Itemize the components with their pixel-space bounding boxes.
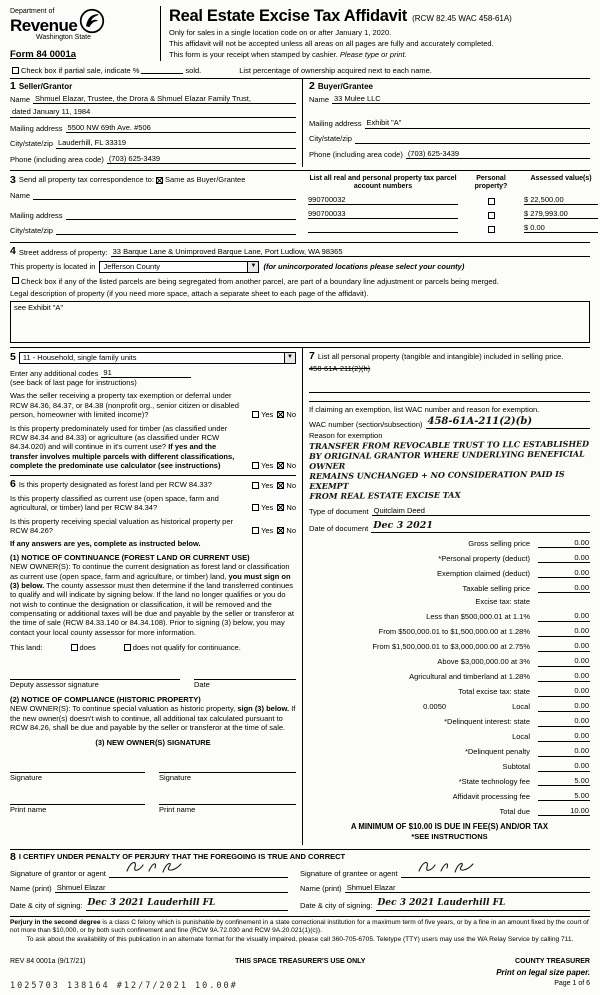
buyer-name-label: Name [309,95,330,104]
land-use-code-value: 11 - Household, single family units [22,352,137,362]
reason-for-exemption-label: Reason for exemption [309,431,383,441]
no-checkbox[interactable] [277,462,284,469]
county-dropdown[interactable] [99,261,259,273]
partial-sale-suffix: sold. [185,65,202,75]
tax-line-label: Local [512,732,530,742]
seller-name-field-line2[interactable]: dated January 11, 1984 [10,107,296,117]
correspondence-name-label: Name [10,191,31,200]
section-1-number: 1 [10,80,16,92]
wac-number-field[interactable]: 458-61A-211(2)(b) [426,416,590,430]
tax-line-value[interactable]: 0.00 [538,641,590,651]
seller-grantor-block [10,79,302,167]
seller-phone-field[interactable]: (703) 625-3439 [107,154,296,164]
revenue-logo [79,8,105,34]
signature-label: Signature [159,772,192,782]
new-owner-print-name-field[interactable] [10,794,145,805]
see-instructions-note: *SEE INSTRUCTIONS [411,832,488,842]
correspondence-csz-field[interactable] [56,225,296,235]
personal-property-blank-line[interactable] [309,382,590,393]
grantee-name-print-label: Name (print) [300,884,342,894]
tax-exemption-question: Was the seller receiving a property tax exemption or deferral under RCW 84.36, 84.37, or 84.38 (nonprofit org., senior citizen or disabled person, homeowner with limited income)? [10,391,239,420]
forest-land-question: Is this property designated as forest land per RCW 84.33? [18,480,212,490]
tax-line-value[interactable]: 0.00 [538,716,590,726]
parcel-number-field[interactable]: 990700032 [308,194,458,205]
personal-property-checkbox[interactable] [488,198,495,205]
correspondence-block [10,173,302,239]
document-type-label: Type of document [309,506,369,516]
tax-line-value[interactable]: 10.00 [538,806,590,816]
this-land-label: This land: [10,643,43,653]
grantor-signature-mark [123,859,187,875]
perjury-statement: Perjury in the second degree is a class C felony which is punishable by confinement in a state correctional institution for a maximum term of five years, or by a fine in an amount fixed by the court of not more than $10,000, or by both such confinement and fine (RCW 9A.72.030 and RCW 9A.20.021(1)(c)). [10,918,589,934]
assessed-value-field[interactable]: $ 0.00 [524,222,598,233]
tax-line-label: Total excise tax: state [458,687,530,697]
section-8 [10,849,590,911]
section-4 [10,242,590,342]
grantor-date-city-field[interactable]: Dec 3 2021 Lauderhill FL [86,898,288,910]
parcel-number-field[interactable] [308,222,458,233]
tax-line-label: Taxable selling price [462,583,530,593]
yes-checkbox[interactable] [252,482,259,489]
chevron-down-icon: ▼ [247,262,258,272]
tax-line-value[interactable]: 0.00 [538,553,590,563]
tax-line-label: *Delinquent interest: state [444,717,530,727]
print-name-label: Print name [10,805,47,815]
does-checkbox[interactable] [71,644,78,651]
tax-line-value[interactable]: 0.00 [538,761,590,771]
exemption-note: If claiming an exemption, list WAC number and reason for exemption. [309,404,540,414]
section-7-number: 7 [309,349,315,362]
tax-line-label: Subtotal [502,762,530,772]
chevron-down-icon: ▼ [284,353,295,363]
deputy-assessor-date-label: Date [194,679,210,689]
tax-line-value[interactable]: 0.00 [538,701,590,711]
form-title-reference: (RCW 82.45 WAC 458-61A) [412,14,512,23]
parcel-table [302,173,598,239]
buyer-grantee-block [302,79,590,167]
document-date-label: Date of document [309,523,369,533]
notice-continuance-title: (1) NOTICE OF CONTINUANCE (FOREST LAND OR CURRENT USE) [10,552,250,562]
no-checkbox[interactable] [277,482,284,489]
predominate-use-answer: Yes No [250,461,296,470]
section-2-number: 2 [309,80,315,92]
correspondence-name-field[interactable] [33,190,296,200]
tax-line-label: *Personal property (deduct) [438,553,530,563]
print-legal-note: Print on legal size paper. [496,968,590,978]
section-5-number: 5 [10,351,16,364]
tax-line-label: Local [512,702,530,712]
grantee-date-city-field[interactable]: Dec 3 2021 Lauderhill FL [376,898,590,910]
county-selected-value: Jefferson County [103,262,161,272]
deputy-assessor-date-field[interactable] [194,669,296,680]
located-in-label: This property is located in [10,262,96,272]
agency-state: Washington State [36,34,91,41]
seller-name-field[interactable]: Shmuel Elazar, Trustee, the Drora & Shmuel Elazar Family Trust, [33,94,296,104]
same-as-buyer-label: Same as Buyer/Grantee [164,175,246,185]
deputy-assessor-signature-field[interactable] [10,669,180,680]
buyer-csz-label: City/state/zip [309,134,352,144]
legal-description-label: Legal description of property (if you need more space, attach a separate sheet to each page of the affidavit). [10,289,369,299]
tax-line-label: From $500,000.01 to $1,500,000.00 at 1.28% [378,627,530,637]
additional-codes-field[interactable]: 91 [101,368,191,378]
document-date-field[interactable]: Dec 3 2021 [371,520,590,533]
section-5-6-7 [10,347,590,845]
seller-phone-label: Phone (including area code) [10,154,104,164]
excise-tax-state-subhead: Excise tax: state [475,597,530,607]
street-address-field[interactable]: 33 Barque Lane & Unimproved Barque Lane, Port Ludlow, WA 98365 [111,247,590,257]
section-6 [10,475,296,814]
tax-line-value[interactable]: 0.00 [538,671,590,681]
legal-description-field[interactable]: see Exhibit "A" [10,301,590,343]
tax-line-label: Gross selling price [468,538,530,548]
land-use-code-dropdown[interactable] [19,352,296,364]
page-footer-right [496,968,590,989]
section-7-column [302,348,590,845]
tax-line-label: Agricultural and timberland at 1.28% [409,672,530,682]
if-yes-instruction: If any answers are yes, complete as instructed below. [10,539,201,549]
historic-property-answer: Yes No [250,526,296,535]
correspondence-mailing-field[interactable] [66,210,296,220]
grantee-name-print-field[interactable]: Shmuel Elazar [345,883,590,893]
grantor-signature-field[interactable] [109,868,288,878]
grantor-name-print-label: Name (print) [10,884,52,894]
page-number: Page 1 of 6 [554,980,590,988]
tax-exemption-answer: Yes No [250,410,296,419]
historic-property-question: Is this property receiving special valuation as historical property per RCW 84.26? [10,516,234,535]
does-not-label: does not qualify for continuance. [132,643,241,653]
print-name-label: Print name [159,805,196,815]
tax-line-value[interactable]: 5.00 [538,791,590,801]
tax-line-value[interactable]: 0.00 [538,686,590,696]
buyer-phone-label: Phone (including area code) [309,149,403,159]
signature-label: Signature [10,772,43,782]
new-owner-signature-field[interactable] [10,762,145,773]
parcel-col-header: List all real and personal property tax parcel account numbers [309,174,457,190]
new-owner-print-name-field[interactable] [159,794,296,805]
section-3 [10,170,590,239]
tax-line-label: *State technology fee [458,777,530,787]
no-checkbox[interactable] [277,527,284,534]
alternate-format-note: To ask about the availability of this publication in an alternate format for the visually impaired, please call 360-705-6705. Teletype (TTY) users may use the WA Relay Service by calling 711. [26,936,574,944]
partial-sale-percent-field[interactable] [141,66,183,74]
yes-checkbox[interactable] [252,527,259,534]
does-not-checkbox[interactable] [124,644,131,651]
assessed-value-field[interactable]: $ 22,500.00 [524,194,598,205]
notice-continuance-text: NEW OWNER(S): To continue the current designation as forest land or classification as current use (open space, farm and agriculture, or timber) land, you must sign on (3) below. The county assessor must then determine if the land transferred continues to qualify and will indicate by signing below. If the land no longer qualifies or you do not wish to continue the designation or classification, it will be removed and the compensating or additional taxes will be due and payable by the seller or transferor at the time of sale (RCW 84.33.140 or 84.34.108). Prior to signing (3) below, you may contact your local county assessor for more information. [10,562,294,637]
seller-csz-label: City/state/zip [10,139,53,149]
new-owner-signature-field[interactable] [159,762,296,773]
header-note-2: This affidavit will not be accepted unless all areas on all pages are fully and accurately completed. [169,39,494,48]
section-8-number: 8 [10,850,16,863]
partial-sale-checkbox[interactable] [12,67,19,74]
same-as-buyer-checkbox[interactable] [156,177,163,184]
tax-line-value[interactable]: 0.00 [538,538,590,548]
buyer-mailing-label: Mailing address [309,119,362,129]
new-owners-signature-title: (3) NEW OWNER(S) SIGNATURE [95,738,211,748]
form-header [10,6,590,64]
section-4-number: 4 [10,245,16,258]
personal-property-col-header: Personal property? [474,174,508,190]
seller-title: Seller/Grantor [18,82,73,91]
personal-property-intro: List all personal property (tangible and intangible) included in selling price. [317,351,564,361]
segregated-label: Check box if any of the listed parcels are being segregated from another parcel, are part of a boundary line adjustment or parcels being merged. [21,276,499,286]
buyer-mailing-field[interactable]: Exhibit "A" [365,118,590,128]
treasurer-stamp: 1025703 138164 #12/7/2021 10.00# [10,980,238,991]
tax-line-label: Affidavit processing fee [452,792,530,802]
tax-line-value[interactable]: 0.00 [538,583,590,593]
no-checkbox[interactable] [277,411,284,418]
treasurer-space-label: THIS SPACE TREASURER'S USE ONLY [235,958,366,966]
header-note-3: This form is your receipt when stamped by cashier. Please type or print. [169,49,407,59]
current-use-question: Is this property classified as current use (open space, farm and agricultural, or timber) land per RCW 84.34? [10,493,219,513]
additional-codes-note: (see back of last page for instructions) [10,378,137,387]
seller-name-label: Name [10,95,31,104]
tax-line-value[interactable]: 0.00 [538,746,590,756]
buyer-title: Buyer/Grantee [317,82,373,91]
grantee-signature-mark [415,859,479,875]
grantee-signing-block [300,862,590,911]
segregated-checkbox[interactable] [12,277,19,284]
section-5-6-column [10,348,302,845]
form-title: Real Estate Excise Tax Affidavit [169,7,408,25]
struck-wac-reference: 458-61A-211(2)(h) [309,364,371,374]
tax-line-label: Less than $500,000.01 at 1.1% [426,612,530,622]
buyer-phone-field[interactable]: (703) 625-3439 [406,149,590,159]
assessed-value-field[interactable]: $ 279,993.00 [524,208,598,219]
personal-property-checkbox[interactable] [488,226,495,233]
tax-line-value[interactable]: 5.00 [538,776,590,786]
seller-mailing-field[interactable]: 5500 NW 69th Ave. #506 [66,123,296,133]
tax-line-label: Exemption claimed (deduct) [437,568,530,578]
personal-property-checkbox[interactable] [488,212,495,219]
minimum-due-note: A MINIMUM OF $10.00 IS DUE IN FEE(S) AND/OR TAX [350,822,549,832]
parcel-number-field[interactable]: 990700033 [308,208,458,219]
assessed-value-col-header: Assessed value(s) [530,174,592,182]
additional-codes-label: Enter any additional codes [10,368,99,378]
current-use-answer: Yes No [250,503,296,512]
tax-line-label: Above $3,000,000.00 at 3% [437,657,530,667]
grantor-signature-label: Signature of grantor or agent [10,868,106,878]
excise-tax-computation [309,538,590,817]
correspondence-csz-label: City/state/zip [10,226,53,235]
partial-sale-label: Check box if partial sale, indicate % [21,65,140,75]
dept-of-label: Department of [10,8,55,15]
section-6-number: 6 [10,478,16,491]
tax-line-value[interactable]: 0.00 [538,731,590,741]
local-rate-value: 0.0050 [423,702,447,712]
correspondence-label: Send all property tax correspondence to: [18,175,154,185]
reason-for-exemption-field[interactable]: TRANSFER FROM REVOCABLE TRUST TO LLC ESTABLISHED BY ORIGINAL GRANTOR WHERE UNDERLYING BENEFICIAL OWNER REMAINS UNCHANGED + NO CONSIDERATION PAID IS EXEMPT FROM REAL ESTATE EXCISE TAX [309,438,590,501]
grantee-date-city-label: Date & city of signing: [300,901,373,911]
does-label: does [79,643,96,653]
buyer-csz-field[interactable] [355,134,590,144]
yes-checkbox[interactable] [252,462,259,469]
notice-compliance-title: (2) NOTICE OF COMPLIANCE (HISTORIC PROPERTY) [10,694,201,704]
wac-number-label: WAC number (section/subsection) [309,420,423,429]
rev-form-id: REV 84 0001a (9/17/21) [10,958,86,966]
header-note-1: Only for sales in a single location code on or after January 1, 2020. [169,28,392,38]
tax-line-value[interactable]: 0.00 [538,568,590,578]
tax-line-label: Total due [499,807,530,817]
certify-statement: I CERTIFY UNDER PENALTY OF PERJURY THAT THE FOREGOING IS TRUE AND CORRECT [18,852,346,862]
buyer-name-field[interactable]: 33 Mulee LLC [332,94,590,104]
document-type-field[interactable]: Quitclaim Deed [372,506,590,516]
ownership-percentage-note: List percentage of ownership acquired next to each name. [239,65,432,75]
correspondence-mailing-label: Mailing address [10,211,63,220]
predominate-use-question: Is this property predominately used for timber (as classified under RCW 84.34 and 84.33) or agriculture (as classified under RCW 84.34.020) and will continue in it's current use? If yes and the transfer involves multiple parcels with different classifications, complete the predominate use calculator (see instructions) [10,423,235,470]
tax-line-label: From $1,500,000.01 to $3,000,000.00 at 2.75% [372,642,530,652]
yes-checkbox[interactable] [252,504,259,511]
deputy-assessor-signature-label: Deputy assessor signature [10,679,99,689]
form-number: Form 84 0001a [10,48,77,60]
grantor-name-print-field[interactable]: Shmuel Elazar [55,883,288,893]
tax-line-value[interactable]: 0.00 [538,611,590,621]
section-1-2 [10,78,590,167]
notice-compliance-text: NEW OWNER(S): To continue special valuation as historic property, sign (3) below. If the new owner(s) doesn't wish to continue, all additional tax calculated pursuant to RCW 84.26, shall be due and payable by the seller or transferor at the time of sale. [10,704,296,732]
title-block [160,6,590,61]
county-treasurer-label: COUNTY TREASURER [515,958,590,966]
section-3-number: 3 [10,173,16,186]
no-checkbox[interactable] [277,504,284,511]
grantor-date-city-label: Date & city of signing: [10,901,83,911]
seller-csz-field[interactable]: Lauderhill, FL 33319 [56,138,296,148]
tax-line-label: *Delinquent penalty [464,747,530,757]
seller-mailing-label: Mailing address [10,123,63,133]
grantor-signing-block [10,862,300,911]
tax-line-value[interactable]: 0.00 [538,626,590,636]
grantee-signature-label: Signature of grantee or agent [300,868,398,878]
grantee-signature-field[interactable] [401,868,590,878]
partial-sale-row [10,64,590,78]
yes-checkbox[interactable] [252,411,259,418]
county-note: (for unincorporated locations please select your county) [263,262,465,272]
forest-land-answer: Yes No [250,481,296,490]
agency-name: Revenue [10,15,78,35]
tax-line-value[interactable]: 0.00 [538,656,590,666]
street-address-label: Street address of property: [18,247,108,257]
agency-block [10,6,160,61]
